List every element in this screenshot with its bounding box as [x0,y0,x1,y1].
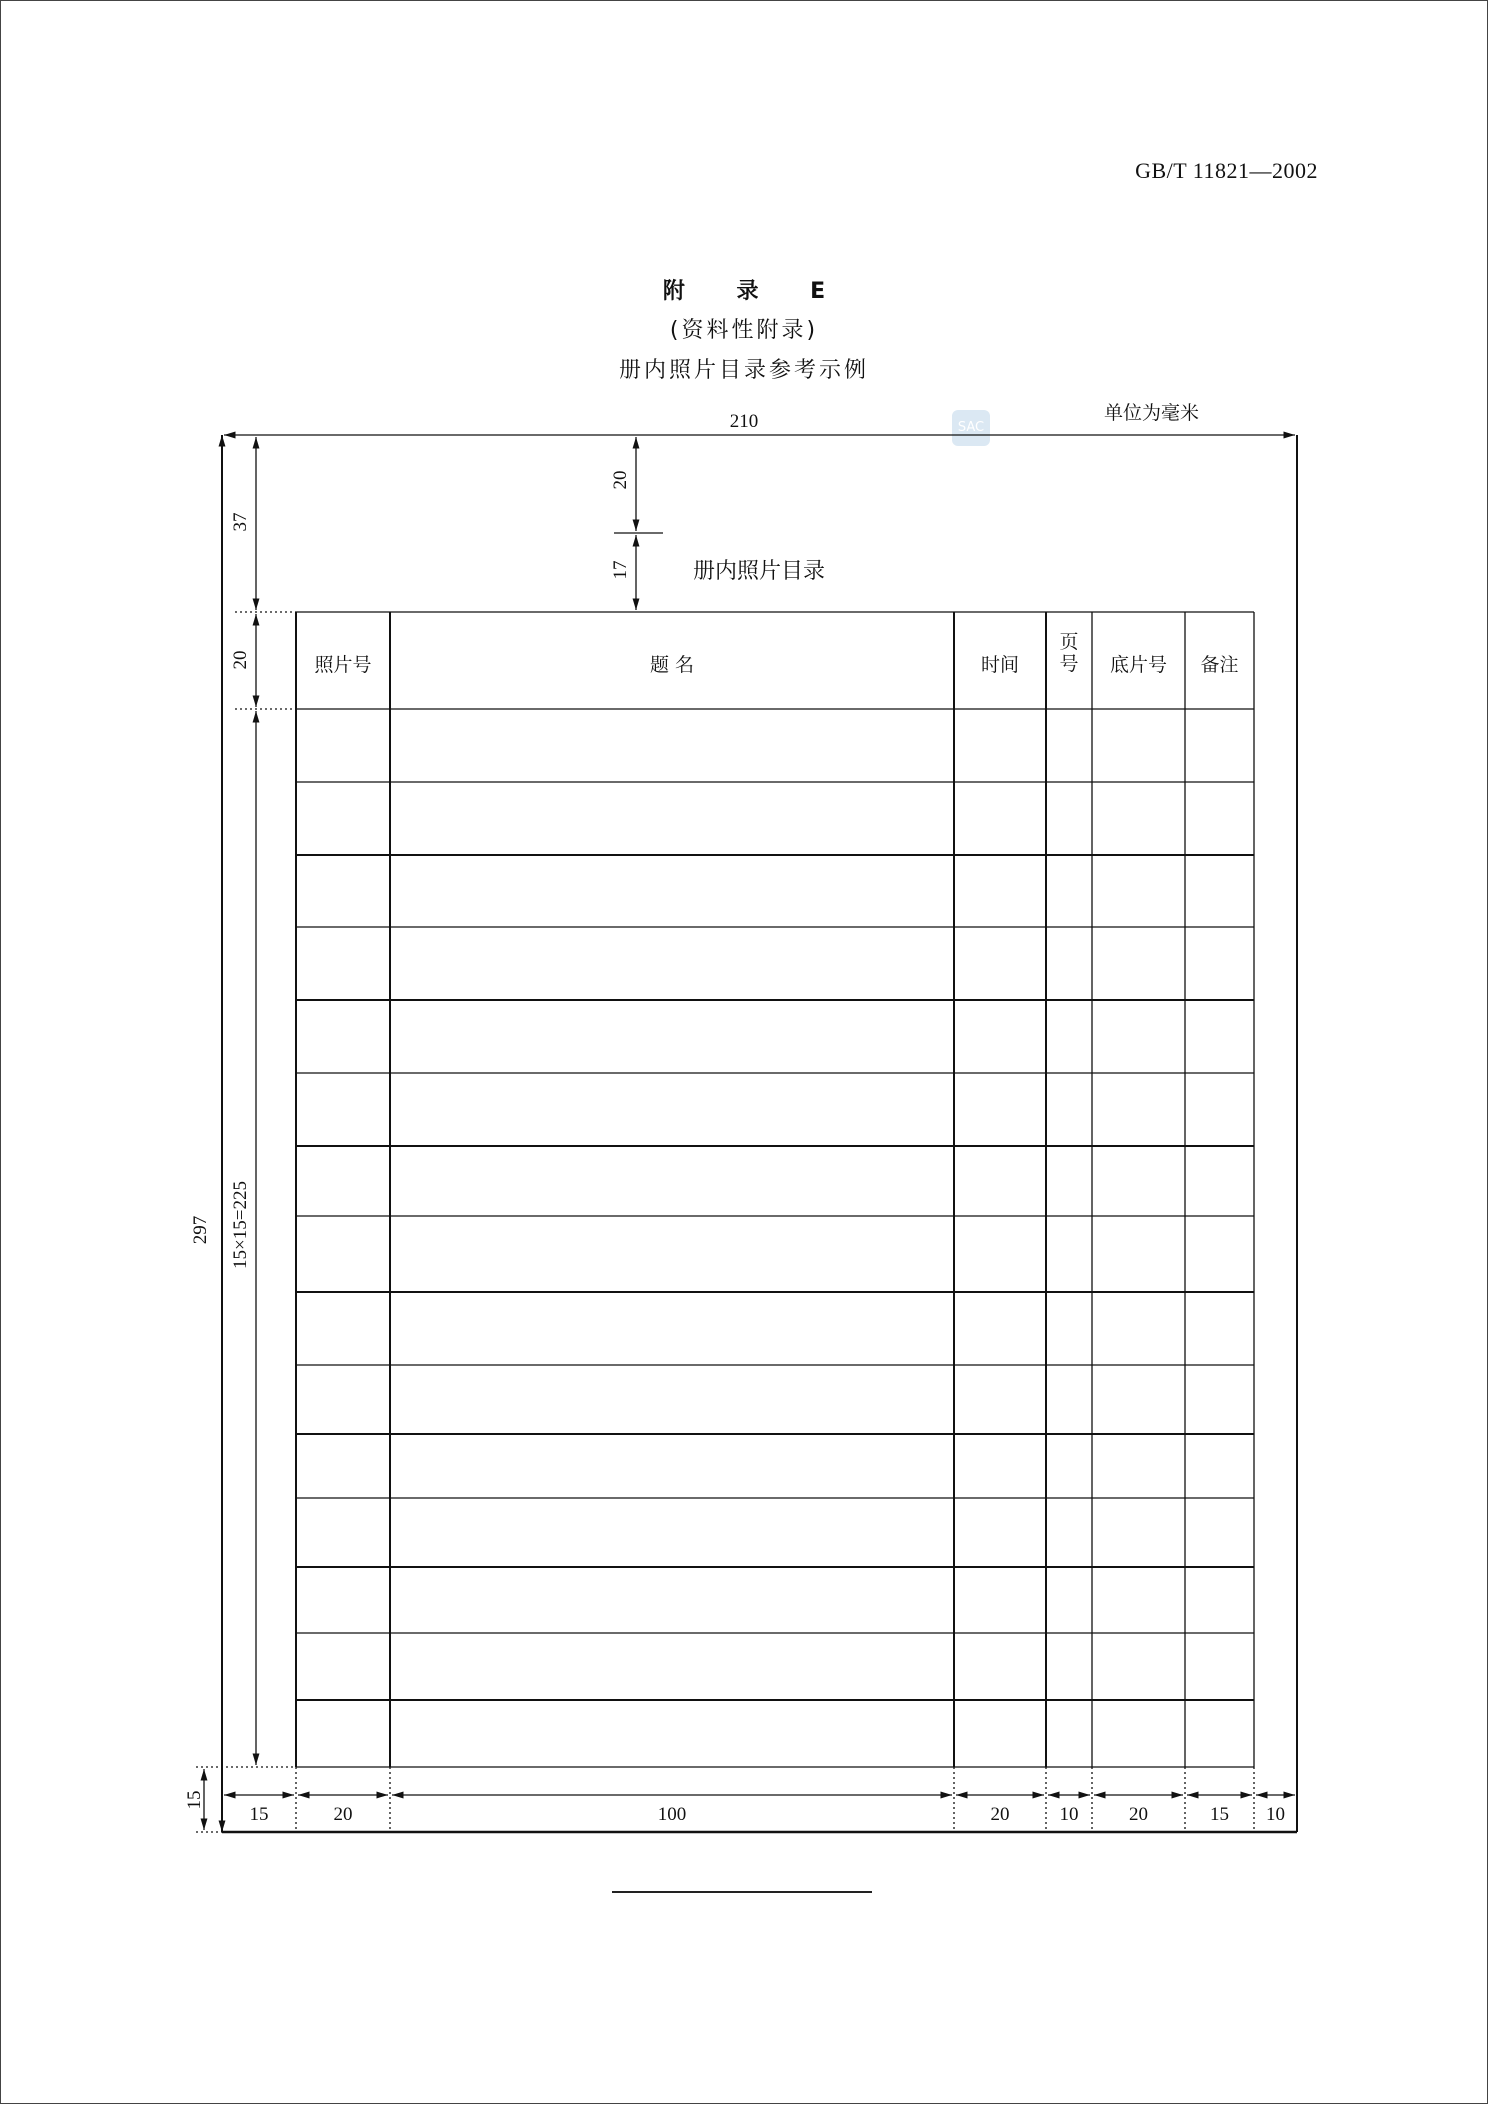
width-dimension-label: 210 [729,411,759,432]
height-dimension-label: 297 [190,1215,211,1245]
header-row-dimension-label: 20 [230,650,251,670]
bottom-margin-dimension-label: 15 [184,1790,205,1810]
column-width-dimension-label: 20 [1129,1804,1148,1825]
column-width-dimension-label: 100 [657,1804,687,1825]
column-width-dimension-label: 20 [990,1804,1010,1825]
appendix-title: 附 录 E [662,279,848,304]
appendix-subtitle: (资料性附录) [669,318,819,343]
catalog-title: 册内照片目录 [693,559,826,584]
title-gap-dimension-label: 20 [610,470,631,490]
page-frame [222,435,1297,1832]
column-header: 底片号 [1109,654,1168,676]
column-width-dimension-label: 15 [249,1804,269,1825]
unit-note: 单位为毫米 [1104,402,1200,424]
column-width-dimension-label: 10 [1059,1804,1079,1825]
dimension-lines [196,435,1295,1832]
footer-rule [612,1891,872,1893]
column-header: 照片号 [314,654,372,676]
rows-dimension-label: 15×15=225 [230,1181,251,1269]
column-width-dimension-label: 20 [333,1804,353,1825]
column-width-dimension-label: 10 [1266,1804,1285,1825]
column-width-dimension-label: 15 [1210,1804,1229,1825]
column-header: 时间 [980,654,1020,676]
column-header: 题 名 [649,654,695,676]
catalog-table [296,612,1254,1767]
column-header-page-no: 页 [1059,631,1079,653]
top-margin-dimension-label: 37 [230,512,251,532]
column-header: 备注 [1200,654,1239,676]
figure-caption: 册内照片目录参考示例 [618,358,869,383]
standard-code: GB/T 11821—2002 [1135,158,1318,183]
column-header-page-no: 号 [1059,653,1079,675]
watermark-logo: SAC [952,410,990,446]
title-height-dimension-label: 17 [610,560,631,580]
